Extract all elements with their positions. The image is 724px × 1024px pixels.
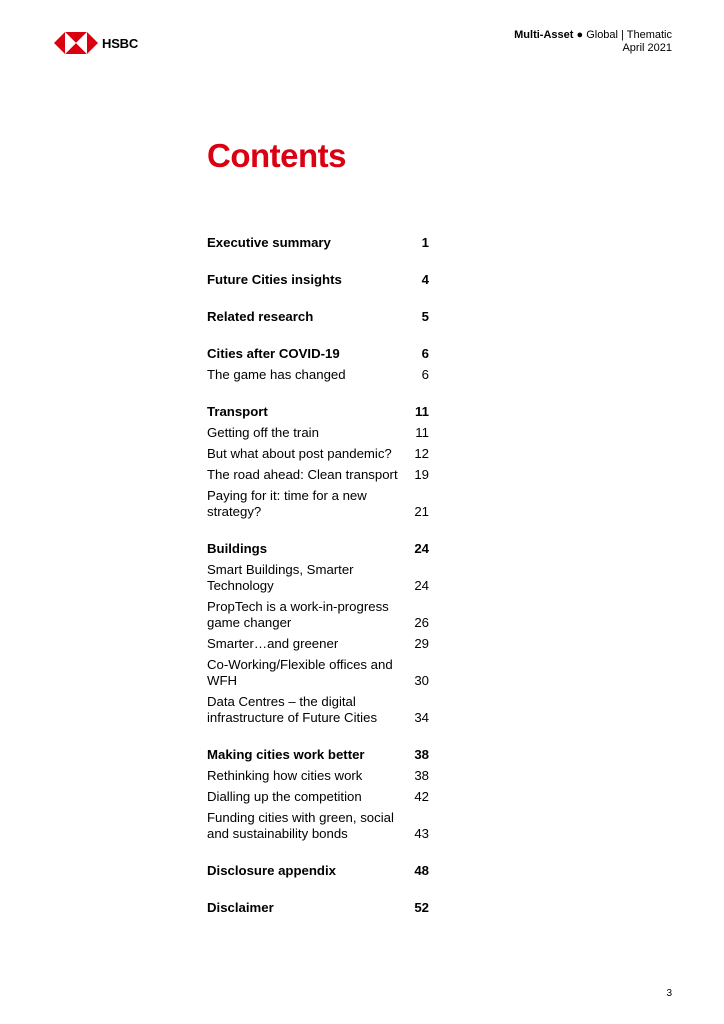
toc-entry-page: 19 (414, 467, 429, 482)
toc-section-row[interactable] (207, 272, 429, 288)
toc-entry-page: 12 (414, 446, 429, 461)
toc-entry-page: 30 (414, 673, 429, 688)
logo-wordmark: HSBC (102, 35, 139, 51)
toc-entry-page: 43 (414, 826, 429, 841)
toc-entry-title: Related research (207, 309, 314, 324)
toc-entry-page: 5 (421, 309, 429, 324)
page-number: 3 (666, 988, 672, 999)
toc-entry-title: Funding cities with green, social and sustainability bonds (207, 810, 394, 841)
toc-section-row[interactable] (207, 309, 429, 325)
toc-entry-title: Disclaimer (207, 900, 274, 915)
toc-entry-title: Transport (207, 404, 268, 419)
toc-subsection-row[interactable] (207, 657, 429, 689)
toc-entry-title: Smart Buildings, Smarter Technology (207, 562, 354, 593)
toc-entry-title: Buildings (207, 541, 268, 556)
toc-entry-page: 48 (414, 863, 429, 878)
toc-subsection-row[interactable] (207, 789, 429, 805)
toc-subsection-row[interactable] (207, 562, 429, 594)
toc-section-row[interactable] (207, 863, 429, 879)
toc-entry-title: The road ahead: Clean transport (207, 467, 398, 482)
toc-section-row[interactable] (207, 346, 429, 362)
toc-entry-page: 34 (414, 710, 429, 725)
toc-subsection-row[interactable] (207, 599, 429, 631)
toc-entry-title: Co-Working/Flexible offices and WFH (207, 657, 393, 688)
report-header (514, 29, 672, 55)
report-category (514, 29, 672, 42)
toc-entry-title: Dialling up the competition (207, 789, 362, 804)
toc-subsection-row[interactable] (207, 467, 429, 483)
toc-entry-page: 1 (421, 235, 429, 250)
toc-entry-title: Making cities work better (207, 747, 365, 762)
toc-entry-page: 38 (414, 768, 429, 783)
toc-section-row[interactable] (207, 404, 429, 420)
bullet-icon: ● (576, 29, 584, 41)
toc-subsection-row[interactable] (207, 768, 429, 784)
toc-section-row[interactable] (207, 900, 429, 916)
toc-entry-title: Future Cities insights (207, 272, 342, 287)
toc-subsection-row[interactable] (207, 488, 429, 520)
toc-entry-title: Disclosure appendix (207, 863, 336, 878)
toc-section-row[interactable] (207, 747, 429, 763)
hsbc-logo (54, 32, 138, 54)
toc-subsection-row[interactable] (207, 636, 429, 652)
toc-entry-page: 38 (414, 747, 429, 762)
toc-entry-title: Rethinking how cities work (207, 768, 363, 783)
toc-entry-title: Paying for it: time for a new strategy? (207, 488, 367, 519)
toc-subsection-row[interactable] (207, 446, 429, 462)
category-bold: Multi-Asset (514, 29, 574, 41)
toc-entry-page: 21 (414, 504, 429, 519)
toc-subsection-row[interactable] (207, 367, 429, 383)
hsbc-hexagon-icon (54, 32, 98, 54)
toc-entry-title: But what about post pandemic? (207, 446, 392, 461)
toc-section-row[interactable] (207, 235, 429, 251)
toc-entry-title: Smarter…and greener (207, 636, 339, 651)
toc-entry-page: 11 (415, 425, 429, 440)
toc-entry-page: 26 (414, 615, 429, 630)
toc-entry-page: 24 (414, 578, 429, 593)
toc-entry-page: 29 (414, 636, 429, 651)
toc-entry-title: PropTech is a work-in-progress game changer (207, 599, 389, 630)
category-rest: Global | Thematic (586, 29, 672, 41)
toc-entry-title: Executive summary (207, 235, 331, 250)
toc-section-row[interactable] (207, 541, 429, 557)
toc-entry-page: 4 (421, 272, 429, 287)
toc-entry-page: 42 (414, 789, 429, 804)
table-of-contents (207, 235, 429, 921)
toc-entry-title: Getting off the train (207, 425, 319, 440)
toc-entry-page: 6 (421, 346, 429, 361)
toc-subsection-row[interactable] (207, 694, 429, 726)
toc-entry-title: Cities after COVID-19 (207, 346, 340, 361)
toc-subsection-row[interactable] (207, 425, 429, 441)
page-title: Contents (207, 137, 346, 174)
report-date: April 2021 (622, 42, 672, 54)
toc-entry-page: 24 (414, 541, 429, 556)
toc-entry-page: 11 (415, 404, 429, 419)
toc-entry-title: The game has changed (207, 367, 346, 382)
toc-subsection-row[interactable] (207, 810, 429, 842)
toc-entry-page: 6 (421, 367, 429, 382)
toc-entry-title: Data Centres – the digital infrastructure of Future Cities (207, 694, 378, 725)
toc-entry-page: 52 (414, 900, 429, 915)
